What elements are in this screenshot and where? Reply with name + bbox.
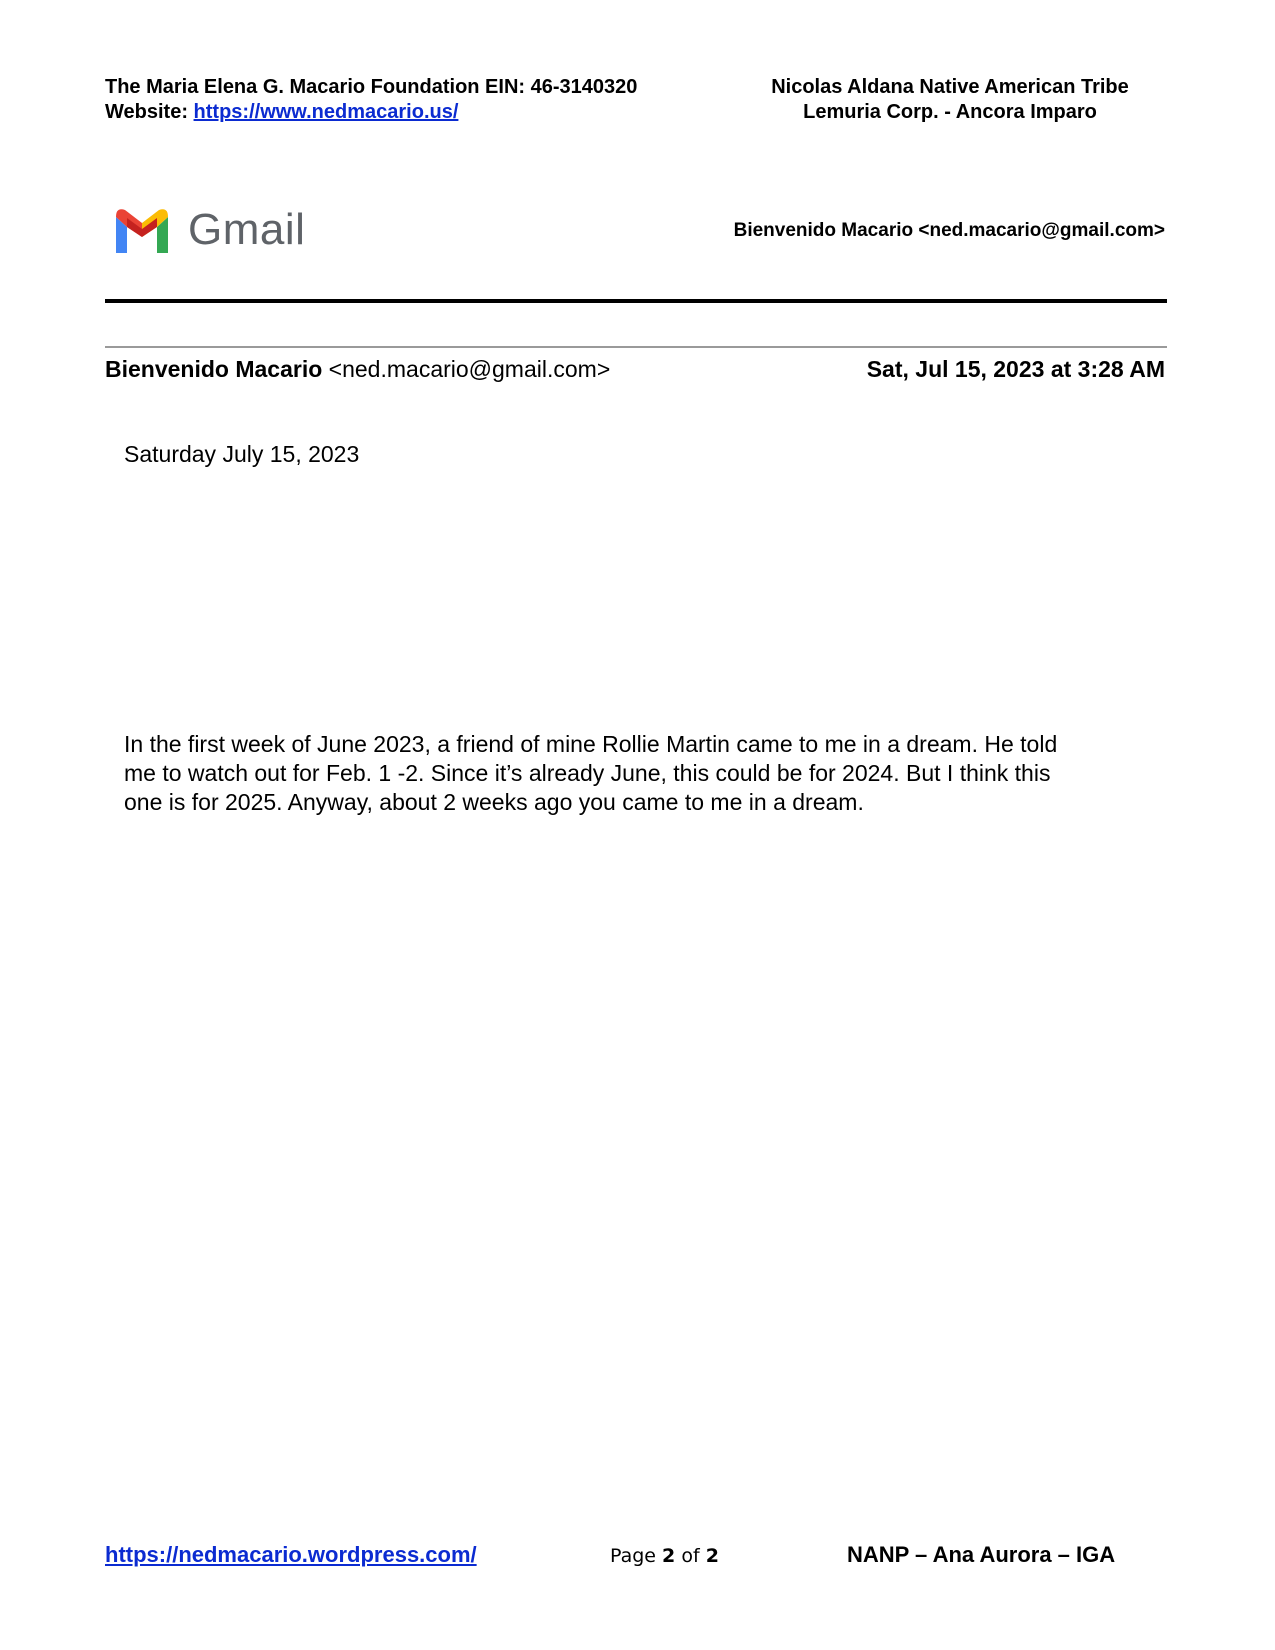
message-date: Sat, Jul 15, 2023 at 3:28 AM [866,356,1165,382]
sender-email: <ned.macario@gmail.com> [328,356,611,382]
footer-link[interactable]: https://nedmacario.wordpress.com/ [105,1542,477,1567]
gmail-logo [112,205,305,255]
website-label: Website: [105,101,194,123]
footer-right-text: NANP – Ana Aurora – IGA [847,1542,1116,1567]
website-link[interactable]: https://www.nedmacario.us/ [193,101,459,123]
foundation-ein: The Maria Elena G. Macario Foundation EIN: 46-3140320 [105,76,638,98]
header-left [105,75,637,125]
page-total: 2 [705,1545,719,1567]
corp-name: Lemuria Corp. - Ancora Imparo [803,101,1097,123]
body-paragraph [124,730,1164,817]
body-line: one is for 2025. Anyway, about 2 weeks ago you came to me in a dream. [124,789,864,815]
message-sender [105,356,610,383]
website-line [105,100,637,125]
divider-thick [105,299,1167,303]
sender-name: Bienvenido Macario [105,356,323,382]
account-address: Bienvenido Macario <ned.macario@gmail.com> [733,220,1165,241]
divider-thin [105,346,1167,348]
gmail-wordmark: Gmail [188,205,306,254]
body-date: Saturday July 15, 2023 [124,441,360,467]
header-right [740,75,1160,125]
page-current: 2 [662,1545,676,1567]
body-line: In the first week of June 2023, a friend of mine Rollie Martin came to me in a dream. He told [124,731,1058,757]
page-prefix: Page [610,1545,663,1567]
body-line: me to watch out for Feb. 1 -2. Since it’s already June, this could be for 2024. But I think this [124,760,1051,786]
tribe-name: Nicolas Aldana Native American Tribe [771,76,1129,98]
gmail-m-icon [112,207,172,253]
page-of: of [675,1545,706,1567]
page-number [610,1545,719,1567]
